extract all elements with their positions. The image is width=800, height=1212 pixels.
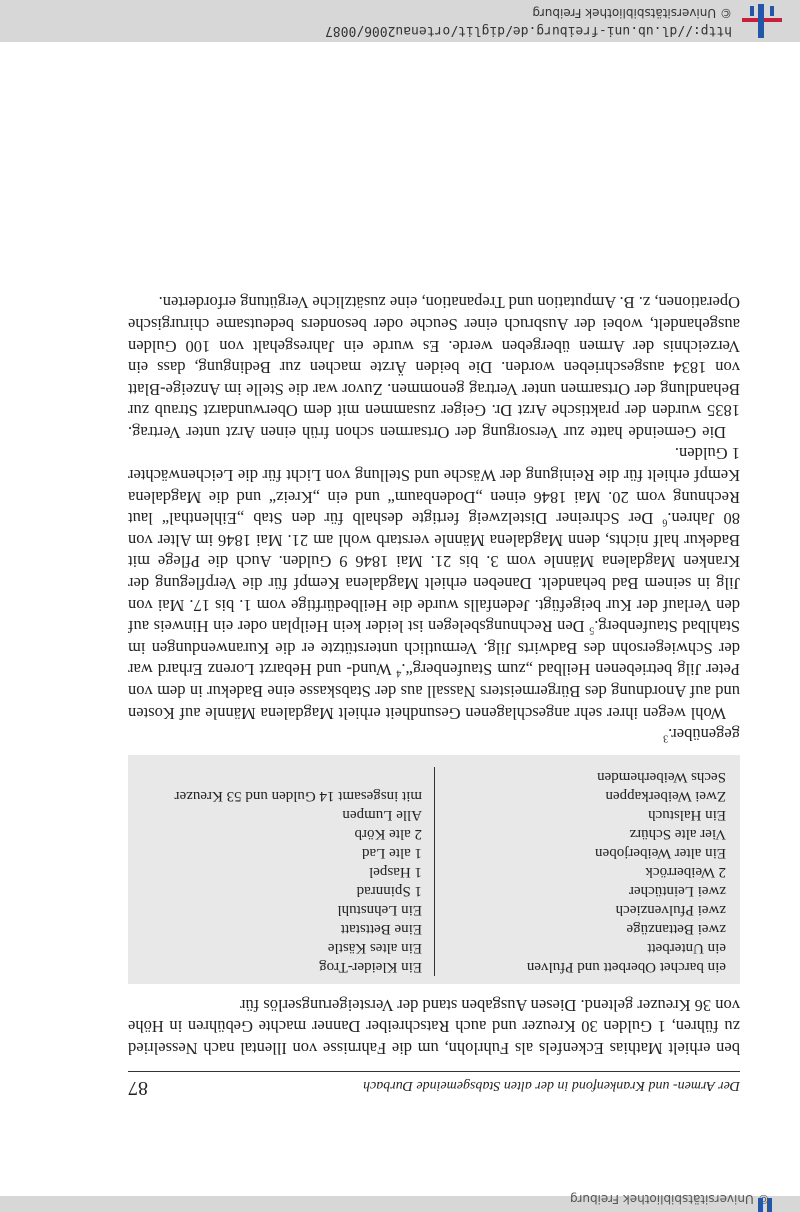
bottom-library-text: © Universitätsbibliothek Freiburg	[570, 1192, 770, 1206]
inventory-right-item: Ein Lehnstuhl	[337, 902, 422, 919]
page-number: 87	[128, 1077, 148, 1099]
permalink-url[interactable]: http://dl.ub.uni-freiburg.de/diglit/ortenau2006/0087	[325, 23, 732, 38]
viewer-top-text	[20, 0, 780, 42]
inventory-right-column	[142, 767, 434, 976]
paragraph-text: Der Schreiner Distelzweig fertigte deshalb für den Stab „Eihlenthal“ laut Rechnung vom 20. Mai 1846 einen „Dodenbaum“ und ein „Kreiz“ und die Magdalena Kempf erhielt für die Reinigung der Wäsche und Stellung von Licht für die Leichenwächter 1 Gulden.	[128, 444, 740, 529]
paragraph-arzt: Die Gemeinde hatte zur Versorgung der Ortsarmen schon früh einen Arzt unter Vertrag. 1835 wurden der praktische Arzt Dr. Geiger zusammen mit dem Oberwundarzt Straub zur Behandlung der Ortsarmen unter Vertrag genommen. Zuvor war die Stelle im Anzeige-Blatt von 1834 ausgeschrieben worden. Die beiden Ärzte machen zur Bedingung, dass ein Verzeichnis der Armen übergeben werde. Es wurde ein Jahresgehalt von 100 Gulden ausgehandelt, wobei der Ausbruch einer Seuche oder besonders bedeutsame chirurgische Operationen, z. B. Amputation und Trepanation, eine zusätzliche Vergütung erforderten.	[128, 293, 740, 442]
footnote-mark: 4	[396, 667, 402, 679]
inventory-right-item: 2 alte Körb	[354, 826, 422, 843]
paragraph-text: Den Rechnungsbelegen ist leider kein Heilplan oder ein Hinweis auf den Verlauf der Kur beigefügt. Jedenfalls wurde die Heilbedürftige vom 1. bis 17. Mai von Jilg in seinem Bad behandelt. Daneben erhielt Magdalena Kempf für die Verpflegung der Kranken Magdalena Männle vom 3. bis 21. Mai 1846 9 Gulden. Auch die Pflege mit Badekur half nichts, denn Magdalena Männle verstarb wohl am 21. Mai 1846 im Alter von 80 Jahren.	[128, 509, 740, 637]
inventory-left-item: Zwei Weiberkappen	[605, 788, 726, 805]
inventory-table	[128, 755, 740, 984]
bottom-library-credit	[0, 1186, 800, 1206]
inventory-left-item: Ein alter Weiberjoben	[595, 845, 726, 862]
inventory-right-item: 1 alte Lad	[362, 845, 422, 862]
paragraph-text: Wund- und Hebarzt Lorenz Erhard war der Schwiegersohn des Badwirts Jilg. Vermutlich unterstützte er die Kuranwendungen im Stahlbad Staufenberg.	[128, 617, 740, 680]
after-list-text: gegenüber.	[668, 725, 740, 745]
inventory-right-item: 1 Spinnrad	[356, 883, 422, 900]
inventory-left-item: 2 Weiberröck	[645, 864, 726, 881]
inventory-right-item: 1 Haspel	[369, 864, 422, 881]
inventory-left-item: zwei Pfulvenziech	[615, 902, 726, 919]
footnote-mark: 5	[589, 624, 595, 636]
library-credit: © Universitätsbibliothek Freiburg	[532, 6, 732, 20]
footnote-mark: 6	[662, 516, 668, 528]
inventory-right-item: mit insgesamt 14 Gulden und 53 Kreuzer	[174, 788, 422, 805]
page-content	[128, 292, 740, 1098]
inventory-right-item: Ein Kleider-Trog	[319, 959, 422, 976]
paragraph-text: Wohl wegen ihrer sehr angeschlagenen Gesundheit erhielt Magdalena Männle auf Kosten und auf Anordnung des Bürgermeisters Nassall aus der Stabskasse eine Badekur in dem von Peter Jilg betriebenen Heilbad „zum Staufenberg“.	[128, 660, 740, 723]
inventory-left-column	[434, 767, 726, 976]
inventory-left-item: Vier alte Schürz	[629, 826, 726, 843]
inventory-right-item: Ein altes Kästle	[327, 940, 422, 957]
running-head	[128, 1071, 740, 1098]
book-page	[0, 44, 800, 1194]
footnote-mark: 3	[663, 732, 669, 744]
inventory-right-item: Eine Bettstatt	[340, 921, 422, 938]
after-list-line	[128, 724, 740, 746]
inventory-left-item: Ein Halstuch	[648, 807, 726, 824]
inventory-left-item: zwei Leintücher	[628, 883, 726, 900]
inventory-left-item: ein Unterbett	[647, 940, 726, 957]
inventory-left-item: Sechs Weiberhemden	[597, 769, 726, 786]
paragraph-badekur	[128, 443, 740, 724]
inventory-right-item: Alle Lumpen	[342, 807, 422, 824]
intro-paragraph: ben erhielt Mathias Eckenfels als Fuhrlohn, um die Fahrnisse von Illental nach Nesselried zu führen, 1 Gulden 30 Kreuzer und auch Ratschreiber Danner machte Gebühren in Höhe von 36 Kreuzer geltend. Diesen Ausgaben stand der Versteigerungserlös für	[128, 995, 740, 1058]
running-head-title: Der Armen- und Krankenfond in der alten Stabsgemeinde Durbach	[363, 1078, 740, 1093]
inventory-left-item: ein barchet Oberbett und Pfulven	[526, 959, 726, 976]
inventory-left-item: zwei Bettanzüge	[626, 921, 726, 938]
